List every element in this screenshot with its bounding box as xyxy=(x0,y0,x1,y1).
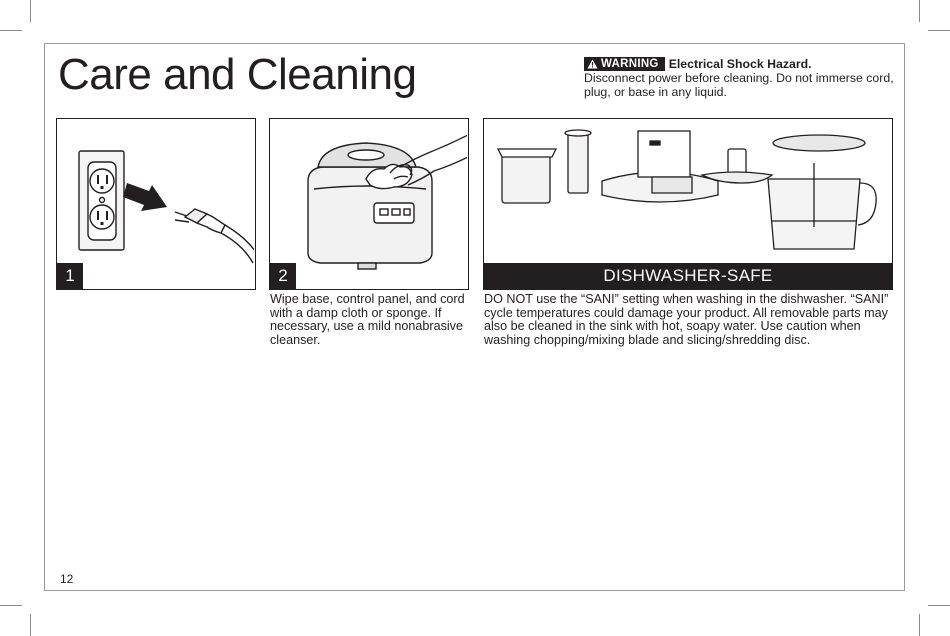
step-2-number: 2 xyxy=(270,263,296,289)
outlet-plug-illustration xyxy=(57,119,254,264)
dishwasher-safe-label: DISHWASHER-SAFE xyxy=(484,263,892,289)
step-1-panel xyxy=(56,118,256,290)
warning-heading: Electrical Shock Hazard. xyxy=(668,57,812,71)
warning-block xyxy=(584,57,904,99)
dishwasher-panel xyxy=(483,118,893,290)
crop-mark xyxy=(30,614,31,636)
step-2-caption: Wipe base, control panel, and cord with a damp cloth or sponge. If necessary, use a mild nonabrasive cleanser. xyxy=(270,292,465,347)
step-1-number: 1 xyxy=(57,263,83,289)
dishwasher-text: DO NOT use the “SANI” setting when washing in the dishwasher. “SANI” cycle temperatures could damage your product. All removable parts may also be cleaned in the sink with hot, soapy water. Use caution when washing chopping/mixing blade and slicing/shredding disc. xyxy=(484,292,889,347)
crop-mark xyxy=(928,605,950,606)
crop-mark xyxy=(928,30,950,31)
crop-mark xyxy=(919,0,920,22)
warning-badge xyxy=(584,57,665,71)
crop-mark xyxy=(0,605,22,606)
crop-mark xyxy=(0,30,22,31)
warning-badge-label: WARNING xyxy=(601,58,659,70)
dishwasher-parts-illustration xyxy=(484,119,891,263)
crop-mark xyxy=(30,0,31,22)
crop-mark xyxy=(919,614,920,636)
warning-triangle-icon xyxy=(587,59,598,69)
page-title: Care and Cleaning xyxy=(58,50,417,99)
warning-text: Disconnect power before cleaning. Do not immerse cord, plug, or base in any liquid. xyxy=(584,71,894,99)
wiping-base-illustration xyxy=(270,119,467,271)
page-number: 12 xyxy=(60,572,74,586)
step-2-panel xyxy=(269,118,469,290)
